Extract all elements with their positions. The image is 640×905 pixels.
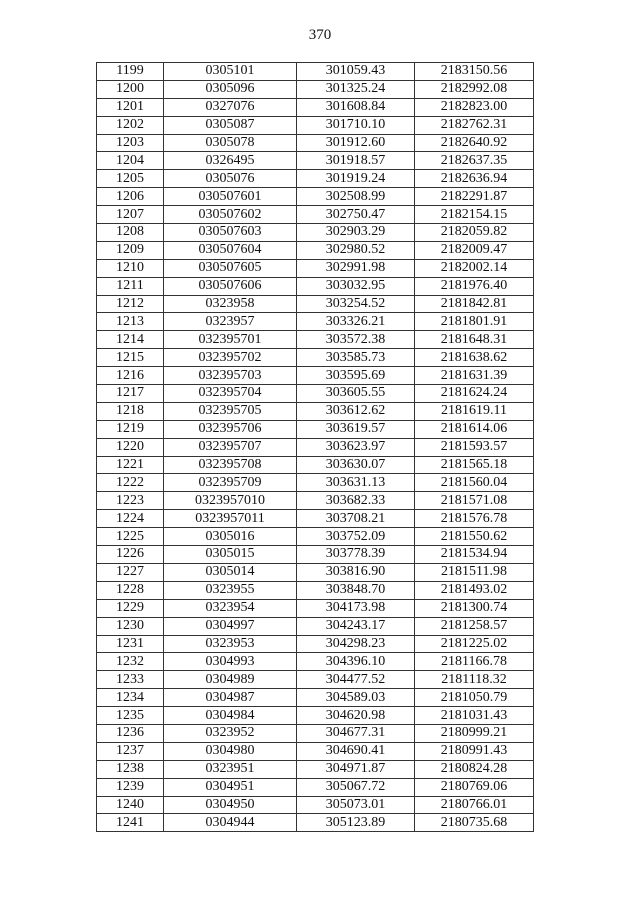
y-coordinate-cell: 2181118.32 xyxy=(415,671,534,689)
x-coordinate-cell: 301059.43 xyxy=(297,63,415,81)
point-number-cell: 1202 xyxy=(97,116,164,134)
table-row xyxy=(97,349,534,367)
table-row xyxy=(97,188,534,206)
point-number-cell: 1226 xyxy=(97,546,164,564)
point-code-cell: 030507601 xyxy=(164,188,297,206)
point-number-cell: 1222 xyxy=(97,474,164,492)
table-row xyxy=(97,528,534,546)
x-coordinate-cell: 304396.10 xyxy=(297,653,415,671)
y-coordinate-cell: 2181842.81 xyxy=(415,295,534,313)
y-coordinate-cell: 2181050.79 xyxy=(415,689,534,707)
y-coordinate-cell: 2181565.18 xyxy=(415,456,534,474)
point-code-cell: 0305076 xyxy=(164,170,297,188)
x-coordinate-cell: 304690.41 xyxy=(297,742,415,760)
point-number-cell: 1241 xyxy=(97,814,164,832)
table-row xyxy=(97,707,534,725)
point-code-cell: 0323952 xyxy=(164,724,297,742)
y-coordinate-cell: 2182636.94 xyxy=(415,170,534,188)
y-coordinate-cell: 2180999.21 xyxy=(415,724,534,742)
table-row xyxy=(97,367,534,385)
point-code-cell: 0305087 xyxy=(164,116,297,134)
y-coordinate-cell: 2181511.98 xyxy=(415,563,534,581)
table-row xyxy=(97,724,534,742)
y-coordinate-cell: 2181976.40 xyxy=(415,277,534,295)
table-row xyxy=(97,456,534,474)
y-coordinate-cell: 2182002.14 xyxy=(415,259,534,277)
x-coordinate-cell: 302991.98 xyxy=(297,259,415,277)
point-number-cell: 1219 xyxy=(97,420,164,438)
table-row xyxy=(97,224,534,242)
point-number-cell: 1211 xyxy=(97,277,164,295)
x-coordinate-cell: 303778.39 xyxy=(297,546,415,564)
x-coordinate-cell: 303752.09 xyxy=(297,528,415,546)
y-coordinate-cell: 2181560.04 xyxy=(415,474,534,492)
point-code-cell: 0326495 xyxy=(164,152,297,170)
x-coordinate-cell: 304620.98 xyxy=(297,707,415,725)
y-coordinate-cell: 2181638.62 xyxy=(415,349,534,367)
y-coordinate-cell: 2181258.57 xyxy=(415,617,534,635)
point-number-cell: 1204 xyxy=(97,152,164,170)
point-code-cell: 0305096 xyxy=(164,80,297,98)
point-code-cell: 0323958 xyxy=(164,295,297,313)
point-code-cell: 0305015 xyxy=(164,546,297,564)
table-row xyxy=(97,563,534,581)
table-row xyxy=(97,402,534,420)
point-code-cell: 0304944 xyxy=(164,814,297,832)
point-number-cell: 1215 xyxy=(97,349,164,367)
y-coordinate-cell: 2181534.94 xyxy=(415,546,534,564)
point-number-cell: 1232 xyxy=(97,653,164,671)
x-coordinate-cell: 304298.23 xyxy=(297,635,415,653)
y-coordinate-cell: 2180769.06 xyxy=(415,778,534,796)
table-row xyxy=(97,599,534,617)
point-number-cell: 1205 xyxy=(97,170,164,188)
x-coordinate-cell: 304477.52 xyxy=(297,671,415,689)
x-coordinate-cell: 303032.95 xyxy=(297,277,415,295)
table-row xyxy=(97,313,534,331)
y-coordinate-cell: 2182992.08 xyxy=(415,80,534,98)
table-row xyxy=(97,80,534,98)
table-row xyxy=(97,617,534,635)
x-coordinate-cell: 301912.60 xyxy=(297,134,415,152)
point-code-cell: 0323953 xyxy=(164,635,297,653)
x-coordinate-cell: 304173.98 xyxy=(297,599,415,617)
point-code-cell: 032395702 xyxy=(164,349,297,367)
table-row xyxy=(97,206,534,224)
y-coordinate-cell: 2180991.43 xyxy=(415,742,534,760)
table-row xyxy=(97,689,534,707)
x-coordinate-cell: 304243.17 xyxy=(297,617,415,635)
y-coordinate-cell: 2182637.35 xyxy=(415,152,534,170)
x-coordinate-cell: 301710.10 xyxy=(297,116,415,134)
x-coordinate-cell: 302980.52 xyxy=(297,241,415,259)
x-coordinate-cell: 303605.55 xyxy=(297,385,415,403)
table-row xyxy=(97,635,534,653)
point-code-cell: 0304997 xyxy=(164,617,297,635)
point-code-cell: 032395709 xyxy=(164,474,297,492)
point-code-cell: 0323957 xyxy=(164,313,297,331)
point-code-cell: 032395704 xyxy=(164,385,297,403)
table-row xyxy=(97,385,534,403)
x-coordinate-cell: 303572.38 xyxy=(297,331,415,349)
x-coordinate-cell: 303682.33 xyxy=(297,492,415,510)
y-coordinate-cell: 2181619.11 xyxy=(415,402,534,420)
y-coordinate-cell: 2181300.74 xyxy=(415,599,534,617)
point-code-cell: 0305014 xyxy=(164,563,297,581)
point-code-cell: 0323954 xyxy=(164,599,297,617)
y-coordinate-cell: 2181624.24 xyxy=(415,385,534,403)
table-row xyxy=(97,474,534,492)
point-number-cell: 1237 xyxy=(97,742,164,760)
point-number-cell: 1239 xyxy=(97,778,164,796)
point-code-cell: 0304993 xyxy=(164,653,297,671)
table-row xyxy=(97,116,534,134)
point-code-cell: 030507605 xyxy=(164,259,297,277)
x-coordinate-cell: 304971.87 xyxy=(297,760,415,778)
y-coordinate-cell: 2181631.39 xyxy=(415,367,534,385)
x-coordinate-cell: 302750.47 xyxy=(297,206,415,224)
y-coordinate-cell: 2180735.68 xyxy=(415,814,534,832)
table-row xyxy=(97,581,534,599)
y-coordinate-cell: 2181031.43 xyxy=(415,707,534,725)
point-code-cell: 032395706 xyxy=(164,420,297,438)
table-row xyxy=(97,796,534,814)
point-code-cell: 0323957010 xyxy=(164,492,297,510)
table-row xyxy=(97,546,534,564)
table-row xyxy=(97,331,534,349)
point-code-cell: 032395707 xyxy=(164,438,297,456)
point-number-cell: 1200 xyxy=(97,80,164,98)
point-code-cell: 030507604 xyxy=(164,241,297,259)
coordinates-table xyxy=(96,62,534,832)
x-coordinate-cell: 305123.89 xyxy=(297,814,415,832)
point-number-cell: 1208 xyxy=(97,224,164,242)
table-body xyxy=(97,63,534,832)
point-code-cell: 0323957011 xyxy=(164,510,297,528)
point-number-cell: 1221 xyxy=(97,456,164,474)
point-number-cell: 1218 xyxy=(97,402,164,420)
point-number-cell: 1206 xyxy=(97,188,164,206)
x-coordinate-cell: 303326.21 xyxy=(297,313,415,331)
point-code-cell: 0305101 xyxy=(164,63,297,81)
point-number-cell: 1235 xyxy=(97,707,164,725)
x-coordinate-cell: 301918.57 xyxy=(297,152,415,170)
point-number-cell: 1234 xyxy=(97,689,164,707)
table-row xyxy=(97,98,534,116)
x-coordinate-cell: 305073.01 xyxy=(297,796,415,814)
table-row xyxy=(97,814,534,832)
point-number-cell: 1216 xyxy=(97,367,164,385)
point-code-cell: 0304987 xyxy=(164,689,297,707)
y-coordinate-cell: 2181576.78 xyxy=(415,510,534,528)
point-code-cell: 0304989 xyxy=(164,671,297,689)
y-coordinate-cell: 2181571.08 xyxy=(415,492,534,510)
point-code-cell: 030507603 xyxy=(164,224,297,242)
point-number-cell: 1214 xyxy=(97,331,164,349)
point-number-cell: 1201 xyxy=(97,98,164,116)
x-coordinate-cell: 303630.07 xyxy=(297,456,415,474)
table-row xyxy=(97,760,534,778)
point-code-cell: 0327076 xyxy=(164,98,297,116)
point-number-cell: 1207 xyxy=(97,206,164,224)
table-row xyxy=(97,742,534,760)
point-code-cell: 0323955 xyxy=(164,581,297,599)
table-row xyxy=(97,241,534,259)
x-coordinate-cell: 304677.31 xyxy=(297,724,415,742)
y-coordinate-cell: 2180766.01 xyxy=(415,796,534,814)
point-number-cell: 1231 xyxy=(97,635,164,653)
point-number-cell: 1199 xyxy=(97,63,164,81)
x-coordinate-cell: 303595.69 xyxy=(297,367,415,385)
point-number-cell: 1229 xyxy=(97,599,164,617)
table-row xyxy=(97,510,534,528)
y-coordinate-cell: 2181225.02 xyxy=(415,635,534,653)
point-number-cell: 1238 xyxy=(97,760,164,778)
y-coordinate-cell: 2181801.91 xyxy=(415,313,534,331)
table-row xyxy=(97,277,534,295)
x-coordinate-cell: 303254.52 xyxy=(297,295,415,313)
table-row xyxy=(97,492,534,510)
y-coordinate-cell: 2182154.15 xyxy=(415,206,534,224)
x-coordinate-cell: 301325.24 xyxy=(297,80,415,98)
point-number-cell: 1228 xyxy=(97,581,164,599)
y-coordinate-cell: 2182291.87 xyxy=(415,188,534,206)
table-row xyxy=(97,170,534,188)
table-row xyxy=(97,63,534,81)
y-coordinate-cell: 2182762.31 xyxy=(415,116,534,134)
y-coordinate-cell: 2180824.28 xyxy=(415,760,534,778)
page-number: 370 xyxy=(308,27,332,43)
point-number-cell: 1217 xyxy=(97,385,164,403)
point-number-cell: 1225 xyxy=(97,528,164,546)
point-number-cell: 1227 xyxy=(97,563,164,581)
point-number-cell: 1230 xyxy=(97,617,164,635)
point-number-cell: 1240 xyxy=(97,796,164,814)
point-number-cell: 1224 xyxy=(97,510,164,528)
point-number-cell: 1212 xyxy=(97,295,164,313)
x-coordinate-cell: 304589.03 xyxy=(297,689,415,707)
x-coordinate-cell: 305067.72 xyxy=(297,778,415,796)
table-row xyxy=(97,420,534,438)
table-row xyxy=(97,653,534,671)
x-coordinate-cell: 303848.70 xyxy=(297,581,415,599)
y-coordinate-cell: 2181493.02 xyxy=(415,581,534,599)
point-code-cell: 030507602 xyxy=(164,206,297,224)
x-coordinate-cell: 302508.99 xyxy=(297,188,415,206)
point-number-cell: 1203 xyxy=(97,134,164,152)
point-code-cell: 030507606 xyxy=(164,277,297,295)
x-coordinate-cell: 303631.13 xyxy=(297,474,415,492)
x-coordinate-cell: 303623.97 xyxy=(297,438,415,456)
point-code-cell: 0304984 xyxy=(164,707,297,725)
point-code-cell: 032395705 xyxy=(164,402,297,420)
y-coordinate-cell: 2182059.82 xyxy=(415,224,534,242)
y-coordinate-cell: 2181550.62 xyxy=(415,528,534,546)
y-coordinate-cell: 2181648.31 xyxy=(415,331,534,349)
table-row xyxy=(97,671,534,689)
point-code-cell: 0323951 xyxy=(164,760,297,778)
x-coordinate-cell: 303612.62 xyxy=(297,402,415,420)
point-number-cell: 1233 xyxy=(97,671,164,689)
y-coordinate-cell: 2181614.06 xyxy=(415,420,534,438)
point-code-cell: 032395703 xyxy=(164,367,297,385)
x-coordinate-cell: 303816.90 xyxy=(297,563,415,581)
y-coordinate-cell: 2182009.47 xyxy=(415,241,534,259)
table-row xyxy=(97,152,534,170)
point-number-cell: 1220 xyxy=(97,438,164,456)
table-row xyxy=(97,778,534,796)
point-code-cell: 032395701 xyxy=(164,331,297,349)
y-coordinate-cell: 2182823.00 xyxy=(415,98,534,116)
x-coordinate-cell: 303619.57 xyxy=(297,420,415,438)
table-row xyxy=(97,295,534,313)
x-coordinate-cell: 301919.24 xyxy=(297,170,415,188)
x-coordinate-cell: 301608.84 xyxy=(297,98,415,116)
x-coordinate-cell: 303708.21 xyxy=(297,510,415,528)
point-code-cell: 0305016 xyxy=(164,528,297,546)
x-coordinate-cell: 302903.29 xyxy=(297,224,415,242)
y-coordinate-cell: 2183150.56 xyxy=(415,63,534,81)
table-row xyxy=(97,438,534,456)
x-coordinate-cell: 303585.73 xyxy=(297,349,415,367)
y-coordinate-cell: 2182640.92 xyxy=(415,134,534,152)
table-row xyxy=(97,134,534,152)
point-number-cell: 1209 xyxy=(97,241,164,259)
point-number-cell: 1236 xyxy=(97,724,164,742)
y-coordinate-cell: 2181593.57 xyxy=(415,438,534,456)
point-code-cell: 0304980 xyxy=(164,742,297,760)
y-coordinate-cell: 2181166.78 xyxy=(415,653,534,671)
table-row xyxy=(97,259,534,277)
point-code-cell: 0305078 xyxy=(164,134,297,152)
point-code-cell: 0304950 xyxy=(164,796,297,814)
point-code-cell: 0304951 xyxy=(164,778,297,796)
point-number-cell: 1210 xyxy=(97,259,164,277)
point-number-cell: 1223 xyxy=(97,492,164,510)
point-number-cell: 1213 xyxy=(97,313,164,331)
point-code-cell: 032395708 xyxy=(164,456,297,474)
